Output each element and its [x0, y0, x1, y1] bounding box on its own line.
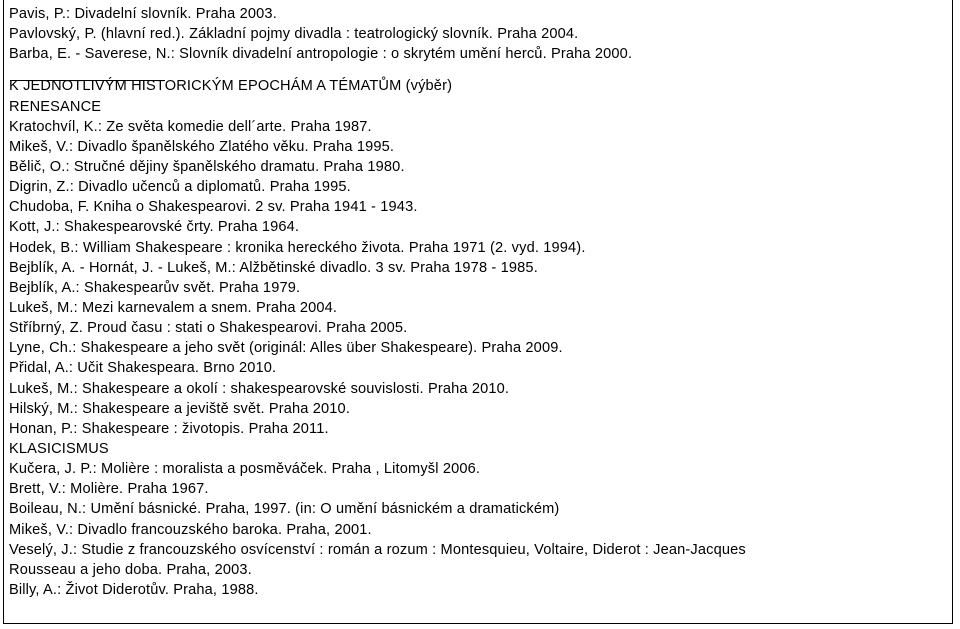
bib-entry: Kratochvíl, K.: Ze světa komedie dell´arte. Praha 1987. [9, 118, 372, 135]
bib-entry: Bělič, O.: Stručné dějiny španělského dramatu. Praha 1980. [9, 158, 405, 175]
bib-entry-continuation: Rousseau a jeho doba. Praha, 2003. [9, 561, 252, 578]
bib-entry: Pavlovský, P. (hlavní red.). Základní pojmy divadla : teatrologický slovník. Praha 2004. [9, 26, 579, 43]
bib-entry: Mikeš, V.: Divadlo španělského Zlatého věku. Praha 1995. [9, 138, 395, 155]
bib-entry: Veselý, J.: Studie z francouzského osvícenství : román a rozum : Montesquieu, Voltaire, Diderot : Jean-Jacques [9, 541, 746, 558]
section-heading: K JEDNOTLIVÝM HISTORICKÝM EPOCHÁM A TÉMATŮM (výběr) [9, 78, 453, 95]
bib-entry: Bejblík, A.: Shakespearův svět. Praha 1979. [9, 279, 301, 296]
renesance-heading: RENESANCE [9, 98, 102, 115]
bib-entry: Brett, V.: Molière. Praha 1967. [9, 481, 209, 498]
bib-entry: Kott, J.: Shakespearovské črty. Praha 1964. [9, 219, 300, 236]
bib-entry: Billy, A.: Život Diderotův. Praha, 1988. [9, 581, 259, 598]
bib-entry: Bejblík, A. - Hornát, J. - Lukeš, M.: Alžbětinské divadlo. 3 sv. Praha 1978 - 1985. [9, 259, 538, 276]
bib-entry: Kučera, J. P.: Molière : moralista a posměváček. Praha , Litomyšl 2006. [9, 461, 481, 478]
bib-entry: Chudoba, F. Kniha o Shakespearovi. 2 sv. Praha 1941 - 1943. [9, 199, 418, 216]
bib-entry: Lyne, Ch.: Shakespeare a jeho svět (originál: Alles über Shakespeare). Praha 2009. [9, 340, 563, 357]
bib-entry: Boileau, N.: Umění básnické. Praha, 1997. (in: O umění básnickém a dramatickém) [9, 501, 560, 518]
bibliography-list [9, 4, 939, 600]
klasicismus-heading: KLASICISMUS [9, 440, 109, 457]
bib-entry: Přidal, A.: Učit Shakespeara. Brno 2010. [9, 360, 277, 377]
bib-entry: Hilský, M.: Shakespeare a jeviště svět. Praha 2010. [9, 400, 351, 417]
bib-entry: Pavis, P.: Divadelní slovník. Praha 2003. [9, 6, 277, 22]
bib-entry: Stříbrný, Z. Proud času : stati o Shakespearovi. Praha 2005. [9, 320, 408, 337]
bib-entry: Barba, E. - Saverese, N.: Slovník divadelní antropologie : o skrytém umění herců. Praha 2000. [9, 46, 633, 63]
bib-entry: Lukeš, M.: Mezi karnevalem a snem. Praha 2004. [9, 299, 338, 316]
bib-entry: Hodek, B.: William Shakespeare : kronika hereckého života. Praha 1971 (2. vyd. 1994). [9, 239, 586, 256]
bib-entry: Mikeš, V.: Divadlo francouzského baroka. Praha, 2001. [9, 521, 372, 538]
bib-entry: Digrin, Z.: Divadlo učenců a diplomatů. Praha 1995. [9, 179, 351, 196]
bib-entry: Honan, P.: Shakespeare : životopis. Praha 2011. [9, 420, 329, 437]
bib-entry: Lukeš, M.: Shakespeare a okolí : shakespearovské souvislosti. Praha 2010. [9, 380, 510, 397]
spacer [9, 64, 939, 76]
